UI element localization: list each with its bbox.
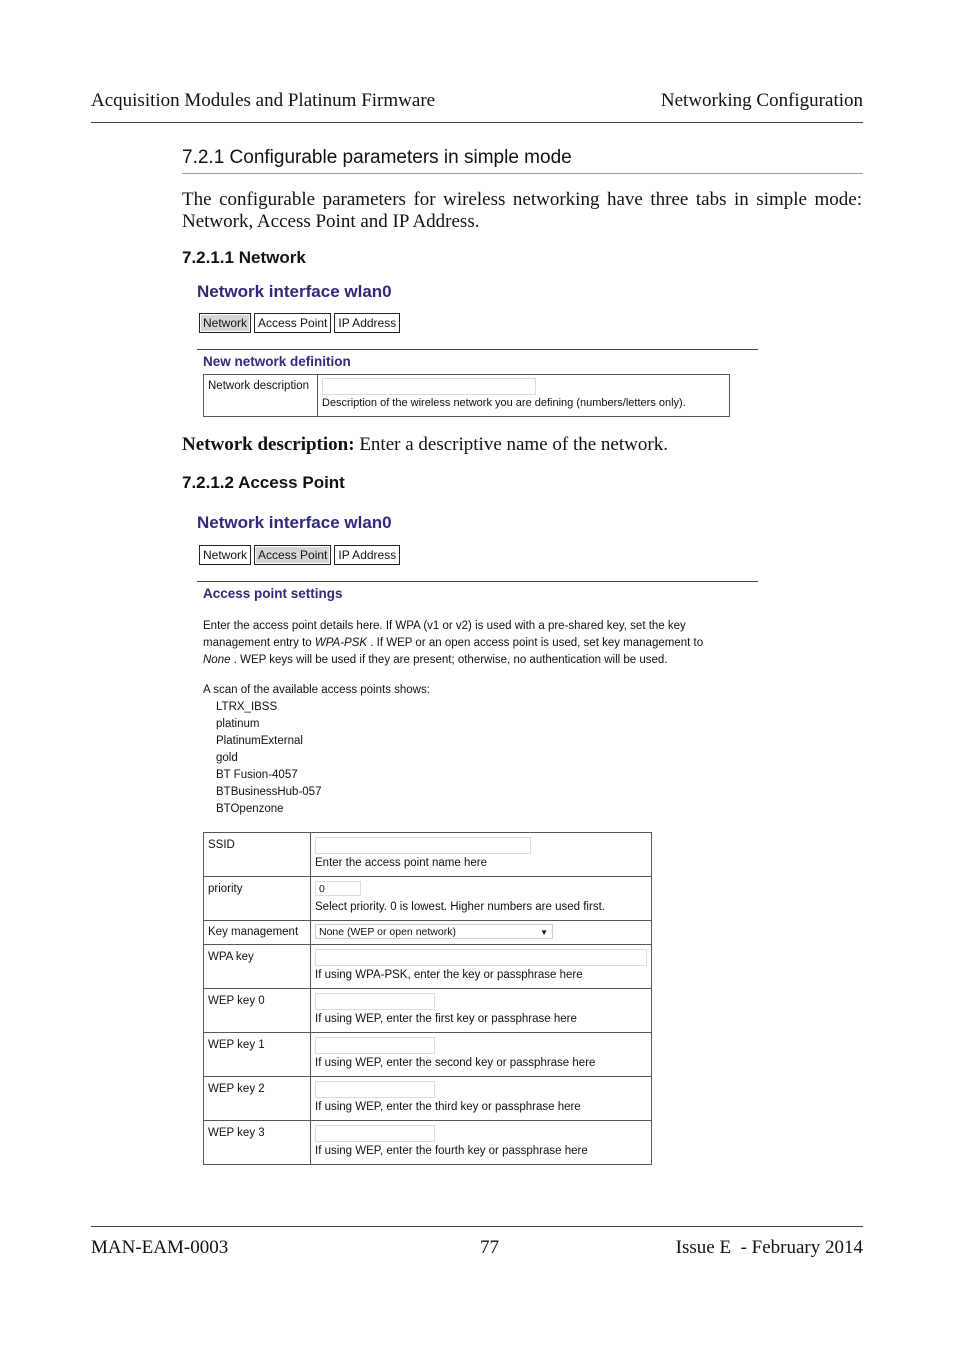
scan-item: LTRX_IBSS: [216, 701, 278, 713]
network-description-term: Network description:: [182, 434, 355, 455]
footer-rule: [91, 1226, 863, 1227]
scan-item: PlatinumExternal: [216, 735, 303, 747]
network-interface-title: Network interface wlan0: [197, 282, 392, 301]
ssid-input[interactable]: [315, 837, 531, 854]
table-row: [204, 877, 652, 921]
table-row: [204, 833, 652, 877]
ap-instructions: Enter the access point details here. If WPA (v1 or v2) is used with a pre-shared key, set the key management entry to WPA-PSK . If WEP or an open access point is used, set key management to None . WEP keys will be used if they are present; otherwise, no authentication will be used.: [203, 620, 704, 666]
ap-tabs: [199, 545, 400, 565]
key-management-select[interactable]: None (WEP or open network) ▼: [315, 924, 553, 939]
scan-item: BTOpenzone: [216, 803, 284, 815]
priority-label: priority: [208, 883, 243, 895]
network-description-paragraph: [182, 434, 668, 456]
none-term: None: [203, 654, 231, 666]
access-point-heading: 7.2.1.2 Access Point: [182, 473, 345, 492]
footer-issue: Issue E - February 2014: [675, 1237, 863, 1258]
ssid-hint: Enter the access point name here: [315, 857, 487, 869]
wep-key-3-input[interactable]: [315, 1125, 435, 1142]
wpa-key-input[interactable]: [315, 949, 647, 966]
wep-key-3-hint: If using WEP, enter the fourth key or passphrase here: [315, 1145, 588, 1157]
wep-key-1-input[interactable]: [315, 1037, 435, 1054]
wep-key-2-hint: If using WEP, enter the third key or passphrase here: [315, 1101, 581, 1113]
table-row: [204, 1077, 652, 1121]
network-description-label: Network description: [208, 380, 309, 392]
network-description-table: [203, 374, 730, 417]
priority-input[interactable]: 0: [315, 881, 361, 896]
scan-item: BTBusinessHub-057: [216, 786, 322, 798]
tab-access-point[interactable]: Access Point: [254, 545, 331, 565]
section-rule: [182, 173, 863, 174]
wpa-key-label: WPA key: [208, 951, 254, 963]
section-intro: The configurable parameters for wireless networking have three tabs in simple mode: Network, Access Point and IP Address.: [182, 189, 862, 232]
access-point-settings-title: Access point settings: [203, 586, 343, 601]
network-heading: 7.2.1.1 Network: [182, 248, 306, 267]
chevron-down-icon: ▼: [540, 928, 548, 937]
wpa-key-hint: If using WPA-PSK, enter the key or passphrase here: [315, 969, 583, 981]
wep-key-3-label: WEP key 3: [208, 1127, 265, 1139]
tab-network[interactable]: Network: [199, 313, 251, 333]
wep-key-0-input[interactable]: [315, 993, 435, 1010]
wep-key-2-label: WEP key 2: [208, 1083, 265, 1095]
wep-key-1-label: WEP key 1: [208, 1039, 265, 1051]
ap-settings-table: [203, 832, 652, 1165]
ssid-label: SSID: [208, 839, 235, 851]
table-row: [204, 989, 652, 1033]
tab-access-point[interactable]: Access Point: [254, 313, 331, 333]
wep-key-0-label: WEP key 0: [208, 995, 265, 1007]
scan-item: BT Fusion-4057: [216, 769, 298, 781]
network-divider: [197, 349, 758, 350]
network-tabs: [199, 313, 400, 333]
tab-network[interactable]: Network: [199, 545, 251, 565]
footer-doc-id: MAN-EAM-0003: [91, 1237, 229, 1258]
network-description-hint: Description of the wireless network you are defining (numbers/letters only).: [322, 397, 686, 409]
header-left: Acquisition Modules and Platinum Firmware: [91, 90, 436, 111]
wep-key-0-hint: If using WEP, enter the first key or passphrase here: [315, 1013, 577, 1025]
scan-results: [203, 682, 430, 818]
ap-interface-title: Network interface wlan0: [197, 513, 392, 532]
header-right: Networking Configuration: [660, 90, 863, 111]
new-network-definition-title: New network definition: [203, 354, 351, 369]
scan-item: gold: [216, 752, 238, 764]
header-rule: [91, 122, 863, 123]
scan-intro: A scan of the available access points shows:: [203, 684, 430, 696]
page-number: 77: [480, 1237, 499, 1258]
network-description-input[interactable]: [322, 378, 536, 395]
wep-key-2-input[interactable]: [315, 1081, 435, 1098]
priority-hint: Select priority. 0 is lowest. Higher numbers are used first.: [315, 901, 605, 913]
table-row: [204, 945, 652, 989]
key-management-label: Key management: [208, 926, 299, 938]
section-title: 7.2.1 Configurable parameters in simple mode: [182, 147, 572, 168]
table-row: [204, 1121, 652, 1165]
scan-item: platinum: [216, 718, 260, 730]
table-row: [204, 1033, 652, 1077]
network-description-definition: Enter a descriptive name of the network.: [354, 434, 668, 455]
table-row: [204, 921, 652, 945]
wpa-psk-term: WPA-PSK: [314, 637, 368, 649]
tab-ip-address[interactable]: IP Address: [334, 313, 400, 333]
ap-divider: [197, 581, 758, 582]
wep-key-1-hint: If using WEP, enter the second key or passphrase here: [315, 1057, 596, 1069]
tab-ip-address[interactable]: IP Address: [334, 545, 400, 565]
